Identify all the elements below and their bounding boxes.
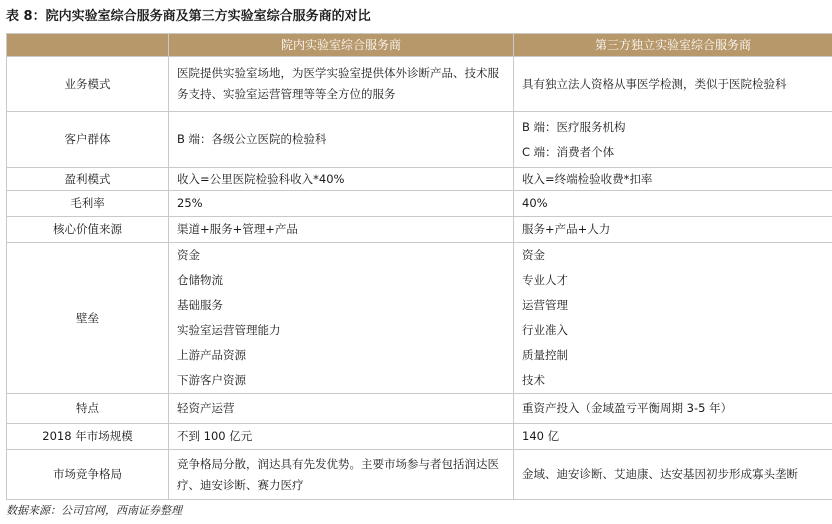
header-in-hospital: 院内实验室综合服务商 bbox=[169, 34, 514, 57]
header-third-party: 第三方独立实验室综合服务商 bbox=[514, 34, 832, 57]
list-item: 仓储物流 bbox=[177, 273, 223, 287]
list-item: 技术 bbox=[522, 373, 545, 387]
table-header-row bbox=[7, 34, 832, 57]
cell-in-hospital: 25% bbox=[169, 191, 514, 217]
row-label: 市场竞争格局 bbox=[7, 450, 169, 500]
list-item: 基础服务 bbox=[177, 298, 223, 312]
row-label: 客户群体 bbox=[7, 112, 169, 168]
table-row bbox=[7, 450, 832, 500]
table-row bbox=[7, 168, 832, 191]
table-row bbox=[7, 424, 832, 450]
cell-in-hospital: 医院提供实验室场地，为医学实验室提供体外诊断产品、技术服务支持、实验室运营管理等等全方位的服务 bbox=[169, 57, 514, 112]
cell-third-party: 金域、迪安诊断、艾迪康、达安基因初步形成寡头垄断 bbox=[514, 450, 832, 500]
cell-third-party bbox=[514, 243, 832, 394]
cell-third-party bbox=[514, 112, 832, 168]
list-item: B 端：医疗服务机构 bbox=[522, 119, 626, 134]
list-item: 实验室运营管理能力 bbox=[177, 323, 281, 337]
cell-third-party: 140 亿 bbox=[514, 424, 832, 450]
table-title: 表 8：院内实验室综合服务商及第三方实验室综合服务商的对比 bbox=[6, 9, 371, 24]
cell-in-hospital: 轻资产运营 bbox=[169, 394, 514, 424]
row-label: 特点 bbox=[7, 394, 169, 424]
list-item: 下游客户资源 bbox=[177, 373, 246, 387]
list-item: 专业人才 bbox=[522, 273, 568, 287]
list-item: 资金 bbox=[177, 248, 200, 262]
cell-in-hospital: 渠道+服务+管理+产品 bbox=[169, 217, 514, 243]
cell-third-party: 40% bbox=[514, 191, 832, 217]
list-item: 质量控制 bbox=[522, 348, 568, 362]
row-label: 壁垒 bbox=[7, 243, 169, 394]
source-note: 数据来源：公司官网，西南证券整理 bbox=[6, 504, 182, 517]
cell-third-party: 具有独立法人资格从事医学检测，类似于医院检验科 bbox=[514, 57, 832, 112]
cell-third-party: 重资产投入（金域盈亏平衡周期 3-5 年） bbox=[514, 394, 832, 424]
cell-in-hospital: 竞争格局分散，润达具有先发优势。主要市场参与者包括润达医疗、迪安诊断、赛力医疗 bbox=[169, 450, 514, 500]
row-label: 毛利率 bbox=[7, 191, 169, 217]
list-item: 运营管理 bbox=[522, 298, 568, 312]
cell-in-hospital: B 端：各级公立医院的检验科 bbox=[169, 112, 514, 168]
comparison-table bbox=[6, 33, 832, 500]
list-item: 资金 bbox=[522, 248, 545, 262]
cell-in-hospital: 不到 100 亿元 bbox=[169, 424, 514, 450]
row-label: 业务模式 bbox=[7, 57, 169, 112]
list-item: 行业准入 bbox=[522, 323, 568, 337]
header-corner bbox=[7, 34, 169, 57]
row-label: 核心价值来源 bbox=[7, 217, 169, 243]
list-item: C 端：消费者个体 bbox=[522, 144, 615, 159]
row-label: 2018 年市场规模 bbox=[7, 424, 169, 450]
table-row bbox=[7, 394, 832, 424]
table-row bbox=[7, 191, 832, 217]
row-label: 盈利模式 bbox=[7, 168, 169, 191]
cell-in-hospital bbox=[169, 243, 514, 394]
table-row bbox=[7, 243, 832, 394]
table-row bbox=[7, 57, 832, 112]
cell-in-hospital: 收入=公里医院检验科收入*40% bbox=[169, 168, 514, 191]
cell-third-party: 收入=终端检验收费*扣率 bbox=[514, 168, 832, 191]
table-row bbox=[7, 217, 832, 243]
table-row bbox=[7, 112, 832, 168]
cell-third-party: 服务+产品+人力 bbox=[514, 217, 832, 243]
list-item: 上游产品资源 bbox=[177, 348, 246, 362]
